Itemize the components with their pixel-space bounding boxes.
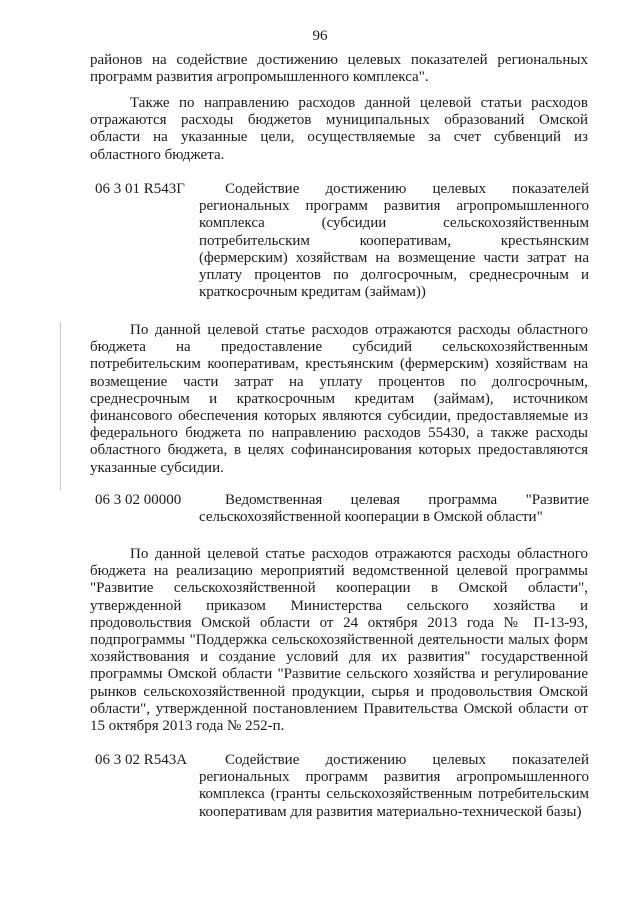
paragraph-municipal-expenses: Также по направлению расходов данной целевой статьи расходов отражаются расходы бюджетов муниципальных образований Омской области на указанные цели, осуществляемые за счет субвенций из областного бюджета.: [90, 95, 588, 163]
budget-code-description: Содействие достижению целевых показателей региональных программ развития агропромышленного комплекса (гранты сельскохозяйственным потребительским кооперативам для развития материально-технической базы): [199, 752, 589, 820]
page-number: 96: [312, 28, 328, 44]
paragraph-program-description: По данной целевой статье расходов отражаются расходы областного бюджета на реализацию мероприятий ведомственной целевой программы "Развитие сельскохозяйственной кооперации в Омской области", утвержденной приказом Министерства сельского хозяйства и продовольствия Омской области от 24 октября 2013 года № П-13-93, подпрограммы "Поддержка сельскохозяйственной деятельности малых форм хозяйствования и создание условий для их развития" государственной программы Омской области "Развитие сельского хозяйства и регулирование рынков сельскохозяйственной продукции, сырья и продовольствия Омской области", утвержденной постановлением Правительства Омской области от 15 октября 2013 года № 252-п.: [90, 546, 588, 735]
budget-code-06-3-01-r543g: 06 3 01 R543Г: [95, 181, 185, 197]
budget-code-06-3-02-00000: 06 3 02 00000: [95, 492, 182, 508]
budget-code-description: Ведомственная целевая программа "Развитие сельскохозяйственной кооперации в Омской области": [199, 492, 589, 526]
budget-code-06-3-02-r543a: 06 3 02 R543А: [95, 752, 188, 768]
budget-code-description: Содействие достижению целевых показателей региональных программ развития агропромышленного комплекса (субсидии сельскохозяйственным потребительским кооперативам, крестьянским (фермерским) хозяйствам на возмещение части затрат на уплату процентов по долгосрочным, среднесрочным и краткосрочным кредитам (займам)): [199, 181, 589, 301]
paragraph-subsidies-description: По данной целевой статье расходов отражаются расходы областного бюджета на предоставление субсидий сельскохозяйственным потребительским кооперативам, крестьянским (фермерским) хозяйствам на возмещение части затрат на уплату процентов по долгосрочным, среднесрочным и краткосрочным кредитам (займам), источником финансового обеспечения которых являются субсидии, предоставляемые из федерального бюджета по направлению расходов 55430, а также расходы областного бюджета, в целях софинансирования которых предоставляются указанные субсидии.: [90, 322, 588, 476]
margin-scan-line: [60, 322, 61, 490]
paragraph-continuation: районов на содействие достижению целевых показателей региональных программ развития агропромышленного комплекса".: [90, 52, 588, 86]
